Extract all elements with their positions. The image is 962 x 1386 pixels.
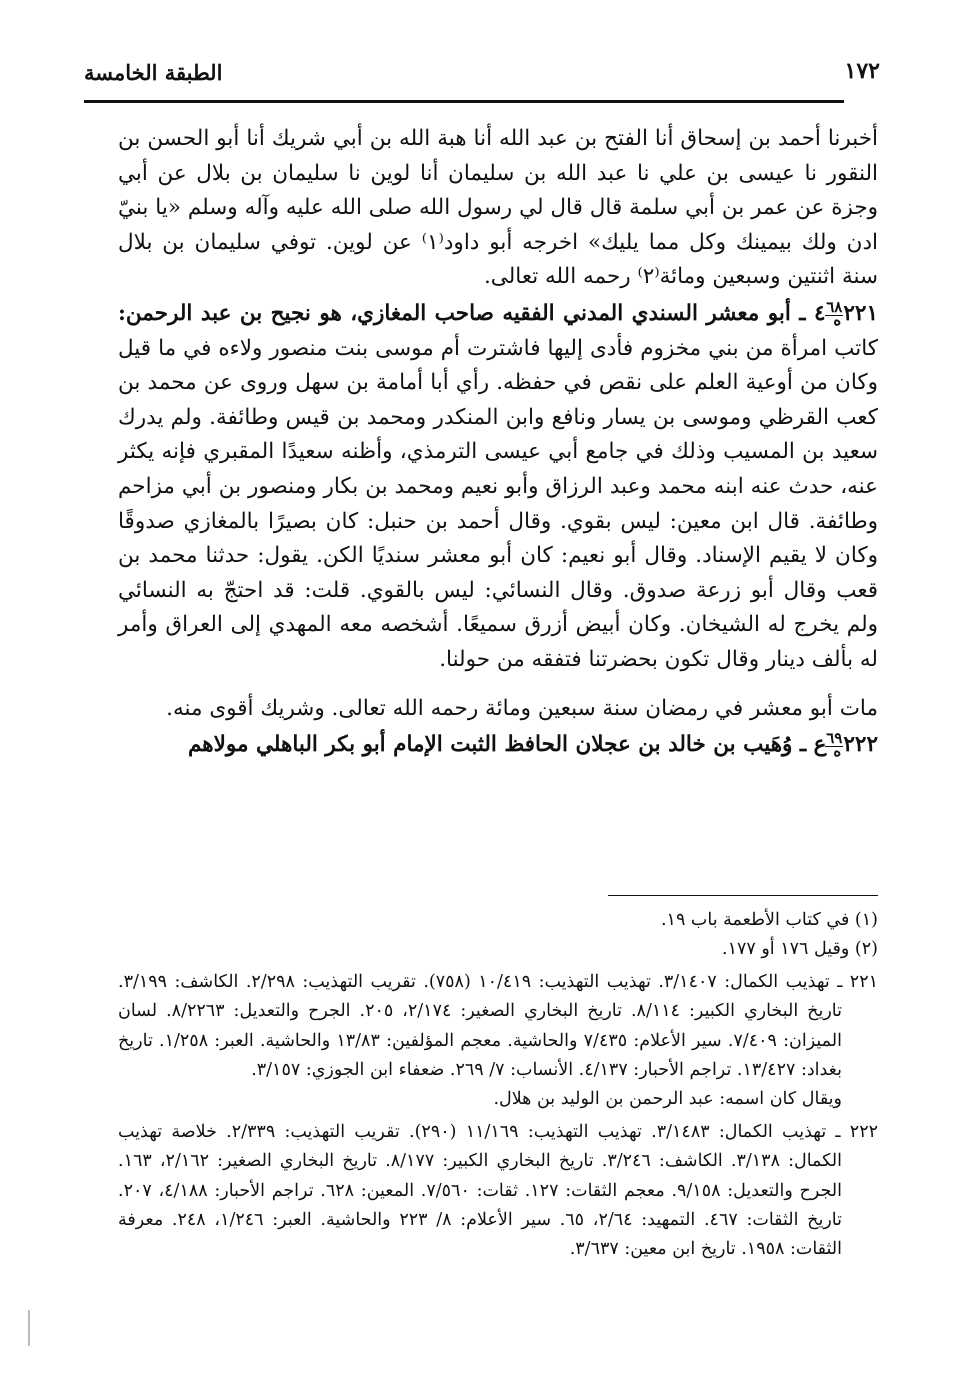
entry-221 [118, 297, 878, 678]
entry-222 [118, 728, 878, 763]
margin-mark [28, 1310, 30, 1346]
footnote-ref-222: ٢٢٢ ـ تهذيب الكمال: ٣/١٤٨٣. تهذيب التهذيب: ١١/١٦٩ (٢٩٠). تقريب التهذيب: ٢/٣٣٩. خلاصة تهذيب الكمال: ٣/١٣٨. الكاشف: ٣/٢٤٦. تاريخ البخاري الكبير: ٨/١٧٧. تاريخ البخاري الصغير: ٢/١٦٢، ١٦٣. الجرح والتعديل: ٩/١٥٨. معجم الثقات: ١٢٧. ثقات: ٧/٥٦٠. المعين: ٦٢٨. تراجم الأحبار: ٤/١٨٨، ٢٠٧. تاريخ الثقات: ٤٦٧. التمهيد: ٢/٦٤، ٦٥. سير الأعلام: ٨/ ٢٢٣ والحاشية. العبر: ١/٢٤٦، ٢٤٨. معرفة الثقات: ١٩٥٨. تاريخ ابن معين: ٣/٦٣٧. [118, 1121, 878, 1260]
entry-221-name: ٤ ـ أبو معشر السندي المدني الفقيه صاحب المغازي، هو نجيح بن عبد الرحمن: [118, 300, 826, 326]
entry-222-number: ٢٢٢٦٩ه [826, 728, 878, 761]
page-number: ١٧٢ [844, 58, 880, 84]
footnote-rule [608, 895, 878, 896]
paragraph-hadith: أخبرنا أحمد بن إسحاق أنا الفتح بن عبد الله أنا هبة الله بن أبي شريك أنا أبو الحسن بن النقور نا عيسى بن علي نا عبد الله بن سليمان أنا لوين نا سليمان بن بلال عن أبي وجزة عن عمر بن أبي سلمة قال قال لي رسول الله صلى الله عليه وآله وسلم «يا بنيّ ادن ولك بيمينك وكل مما يليك» اخرجه أبو داود⁽١⁾ عن لوين. توفي سليمان بن بلال سنة اثنتين وسبعين ومائة⁽٢⁾ رحمه الله تعالى. [118, 126, 878, 290]
entry-222-name: ع ـ وُهَيب بن خالد بن عجلان الحافظ الثبت الإمام أبو بكر الباهلي مولاهم [187, 732, 827, 758]
running-header-title: الطبقة الخامسة [84, 60, 223, 85]
header-rule [84, 100, 844, 103]
entry-222-frac-bottom: ه [833, 742, 842, 761]
main-text [118, 122, 878, 763]
footnote-1: (١) في كتاب الأطعمة باب ١٩. [660, 910, 878, 930]
footnote-ref-221: ٢٢١ ـ تهذيب الكمال: ٣/١٤٠٧. تهذيب التهذيب: ١٠/٤١٩ (٧٥٨). تقريب التهذيب: ٢/٢٩٨. الكاشف: ٣/١٩٩. تاريخ البخاري الكبير: ٨/١١٤. تاريخ البخاري الصغير: ٢/١٧٤، ٢٠٥. الجرح والتعديل: ٨/٢٢٦٣. لسان الميزان: ٧/٤٠٩. سير الأعلام: ٧/٤٣٥ والحاشية. معجم المؤلفين: ١٣/٨٣ والحاشية. العبر: ١/٢٥٨. تاريخ بغداد: ١٣/٤٢٧. تراجم الأحبار: ٤/١٣٧. الأنساب: ٧/ ٢٦٩. ضعفاء ابن الجوزي: ٣/١٥٧. [118, 971, 878, 1081]
footnote-2: (٢) وقيل ١٧٦ أو ١٧٧. [722, 939, 878, 960]
death-note: مات أبو معشر في رمضان سنة سبعين ومائة رحمه الله تعالى. وشريك أقوى منه. [166, 695, 878, 721]
footnote-ref-221-note: ويقال كان اسمه: عبد الرحمن بن الوليد بن هلال. [493, 1089, 842, 1110]
entry-221-number: ٢٢١٦٨ه [826, 297, 878, 330]
entry-221-frac-bottom: ه [833, 311, 842, 330]
footnotes [118, 906, 878, 1265]
entry-221-frac-top: ٦٨ [826, 297, 843, 316]
entry-221-text: كاتب امرأة من بني مخزوم فأدى إليها فاشترت أم موسى بنت منصور ولاءه في ما قيل وكان من أوعية العلم على نقص في حفظه. رأي أبا أمامة بن سهل وروى عن محمد بن كعب القرظي وموسى بن يسار ونافع وابن المنكدر ومحمد بن قيس وطائفة. ولم يدرك سعيد بن المسيب وذلك في جامع أبي عيسى الترمذي، وأظنه سعيدًا المقبري فإنه يكثر عنه، حدث عنه ابنه محمد وعبد الرزاق وأبو نعيم ومحمد بن بكار ومنصور بن أبي مزاحم وطائفة. قال ابن معين: ليس بقوي. وقال أحمد بن حنبل: كان بصيرًا بالمغازي صدوقًا وكان لا يقيم الإسناد. وقال أبو نعيم: كان أبو معشر سنديًا الكن. يقول: حدثنا محمد بن قعب وقال أبو زرعة صدوق. وقال النسائي: ليس بالقوي. قلت: قد احتجّ به النسائي ولم يخرج له الشيخان. وكان أبيض أزرق سميعًا. أشخصه معه المهدي إلى العراق وأمر له بألف دينار وقال تكون بحضرتنا فتفقه من حولنا. [118, 335, 878, 672]
entry-222-frac-top: ٦٩ [826, 728, 843, 747]
